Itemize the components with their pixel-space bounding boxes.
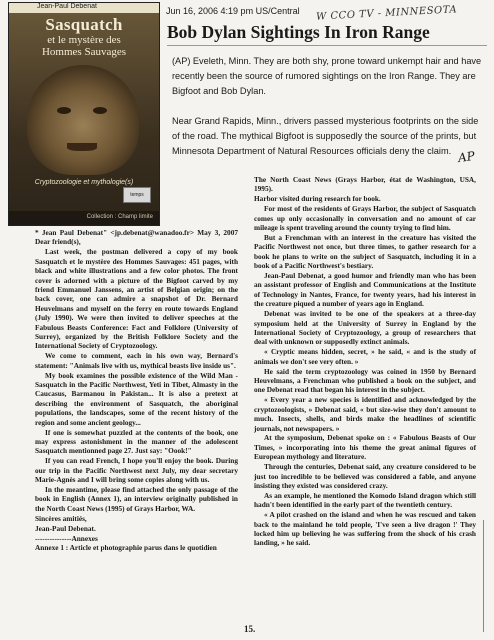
article-headline: Bob Dylan Sightings In Iron Range [167, 22, 430, 42]
cover-author: Jean-Paul Debenat [37, 3, 97, 10]
letter-paragraph: My book examines the possible existence of the Wild Man - Sasquatch in the Pacific Northwest, Yeti in Tibet, Almasty in the Caucasus, Barmanou in Pakistan... It is also a pretext at describing the environment of Sasquatch, the aboriginal populations, the landscapes, some of the recent history of the region and some ancient geology... [35, 370, 238, 427]
cover-title: Sasquatch [45, 15, 123, 34]
handwritten-source-note: W CCO TV - MINNESOTA [315, 4, 458, 23]
page-number: 15. [244, 624, 256, 634]
article-paragraph: As an example, he mentioned the Komodo Island dragon which still hadn't been identified in the early part of the twentieth century. [254, 490, 476, 510]
cover-subtitle-line-2: Hommes Sauvages [41, 46, 126, 58]
left-column-letter [35, 228, 238, 553]
handwritten-ap-note: AP [457, 148, 476, 166]
cover-subtitle-line-1: et le mystère des [47, 34, 121, 46]
lede-paragraph-2: Near Grand Rapids, Minn., drivers passed mysterious footprints on the side of the road. The mythical Bigfoot is supposedly the source of the prints, but Minnesota Department of Natural Resources officials deny the claim. [172, 116, 479, 156]
lede-paragraph-1: (AP) Eveleth, Minn. They are both shy, prone toward unkempt hair and have recently been the source of rumored sightings on the Iron Range. They are Bigfoot and Bob Dylan. [172, 56, 482, 96]
cover-series-note: Cryptozoologie et mythologie(s) [34, 179, 134, 186]
article-paragraph: Debenat was invited to be one of the speakers at a three-day symposium held at the University of Surrey in England by the International Society of Cryptozoology, a group of researchers that deal with unknown or supposedly extinct animals. [254, 309, 476, 347]
letter-paragraph: Last week, the postman delivered a copy of my book Sasquatch et le mystère des Hommes Sauvages: 451 pages, with black and white illustrations and a few color photos. The front cover is adorned with a picture of the Bigfoot carved by my friend Emmanuel Janssens, an artist of Belgian origin; on the back cover, one can admire a snapshot of Dr. Bernard Heuvelmans and myself on the ferry en route towards England (July 1990). We were then invited to deliver speeches at the Fabulous Beasts Conference: Fact and Folklore (University of Surrey), organized by the British Folklore Society and the International Society of Cryptozoology. [35, 247, 238, 351]
scan-edge-line [483, 520, 484, 632]
mouth-shape [67, 143, 97, 151]
collection-band [9, 211, 159, 225]
letter-closing: Sincères amitiés, [35, 513, 87, 523]
article-paragraph: « Every year a new species is identified and acknowledged by the cryptozoologists, » Debenat said, « but size-wise they don't amount to much. Insects, shells, and birds make the headlines of scientific journals, not newspapers. » [254, 395, 476, 433]
article-subhead: Harbor visited during research for book. [254, 194, 381, 204]
letter-signature: Jean-Paul Debenat. [35, 523, 96, 533]
article-paragraph: Jean-Paul Debenat, a good humor and friendly man who has been an assistant professor of English and Communications at the Institute of Technology in Nantes, France, for twenty years, had his interest in the creature piqued a number of years ago in England. [254, 271, 476, 309]
left-eye-shape [57, 107, 71, 114]
article-paragraph: But a Frenchman with an interest in the creature has visited the Pacific Northwest not once, but three times, to gather research for a book he plans to write on the subject of Sasquatch, including it in a book of a Pacific Northwest's bestiary. [254, 232, 476, 271]
right-column-article [254, 175, 476, 548]
letter-paragraph: If one is somewhat puzzled at the contents of the book, one may express astonishment in the manner of the adolescent Sasquatch mentionned page 27. Just say: "Oook!" [35, 427, 238, 456]
sasquatch-face-illustration [27, 65, 139, 175]
letter-paragraph: If you can read French, I hope you'll enjoy the book. During our trip in the Pacific Northwest next July, my dear secretary Marie-Agnès and I will bring some copies along with us. [35, 456, 238, 485]
headline-divider [167, 45, 487, 46]
article-dateline: Jun 16, 2006 4:19 pm US/Central [166, 6, 300, 16]
letter-header: * Jean Paul Debenat" <jp.debenat@wanadoo.fr> May 3, 2007 Dear friend(s), [35, 228, 238, 247]
article-paragraph: At the symposium, Debenat spoke on : « Fabulous Beasts of Our Times, » incorporating into his theme the great animal figures of European mythology and literature. [254, 433, 476, 462]
letter-paragraph: In the meantime, please find attached the only passage of the book in English (Annex 1), an interview originally published in the North Coast News (1995) of Grays Harbor, WA. [35, 484, 238, 513]
article-paragraph: He said the term cryptozoology was coined in 1950 by Bernard Heuvelmans, a Frenchman who published a book on the subject, and one Debenat read that began his interest in the subject. [254, 366, 476, 395]
annex-title: Annexe 1 : Article et photographie parus dans le quotidien [35, 543, 217, 553]
article-paragraph: « A pilot crashed on the island and when he was rescued and taken back to the mainland he told people, 'I've seen a live dragon !' They locked him up believing he was suffering from the shock of his crash landing, » he said. [254, 510, 476, 548]
publisher-logo: temps [123, 187, 151, 203]
letter-paragraph: We come to comment, each in his own way, Bernard's statement: "Animals live with us, mythical beasts live inside us". [35, 351, 238, 370]
article-paragraph: « Cryptic means hidden, secret, » he said, « and is the study of animals we don't see very often. » [254, 347, 476, 366]
right-eye-shape [93, 107, 107, 114]
article-source: The North Coast News (Grays Harbor, état de Washington, USA, 1995). [254, 175, 476, 194]
annexes-separator: ---------------Annexes [35, 533, 98, 543]
cover-subtitle [9, 34, 159, 58]
article-paragraph: For most of the residents of Grays Harbor, the subject of Sasquatch comes up only occasionally in conversation and no amount of car mileage is spent traveling around the county trying to find him. [254, 204, 476, 233]
article-paragraph: Through the centuries, Debenat said, any creature considered to be just too incredible to be believed was considered a fable, and anyone insisting they existed was considered crazy. [254, 462, 476, 490]
book-cover-image [8, 2, 160, 226]
collection-line: Collection : Champ limite [86, 214, 153, 220]
